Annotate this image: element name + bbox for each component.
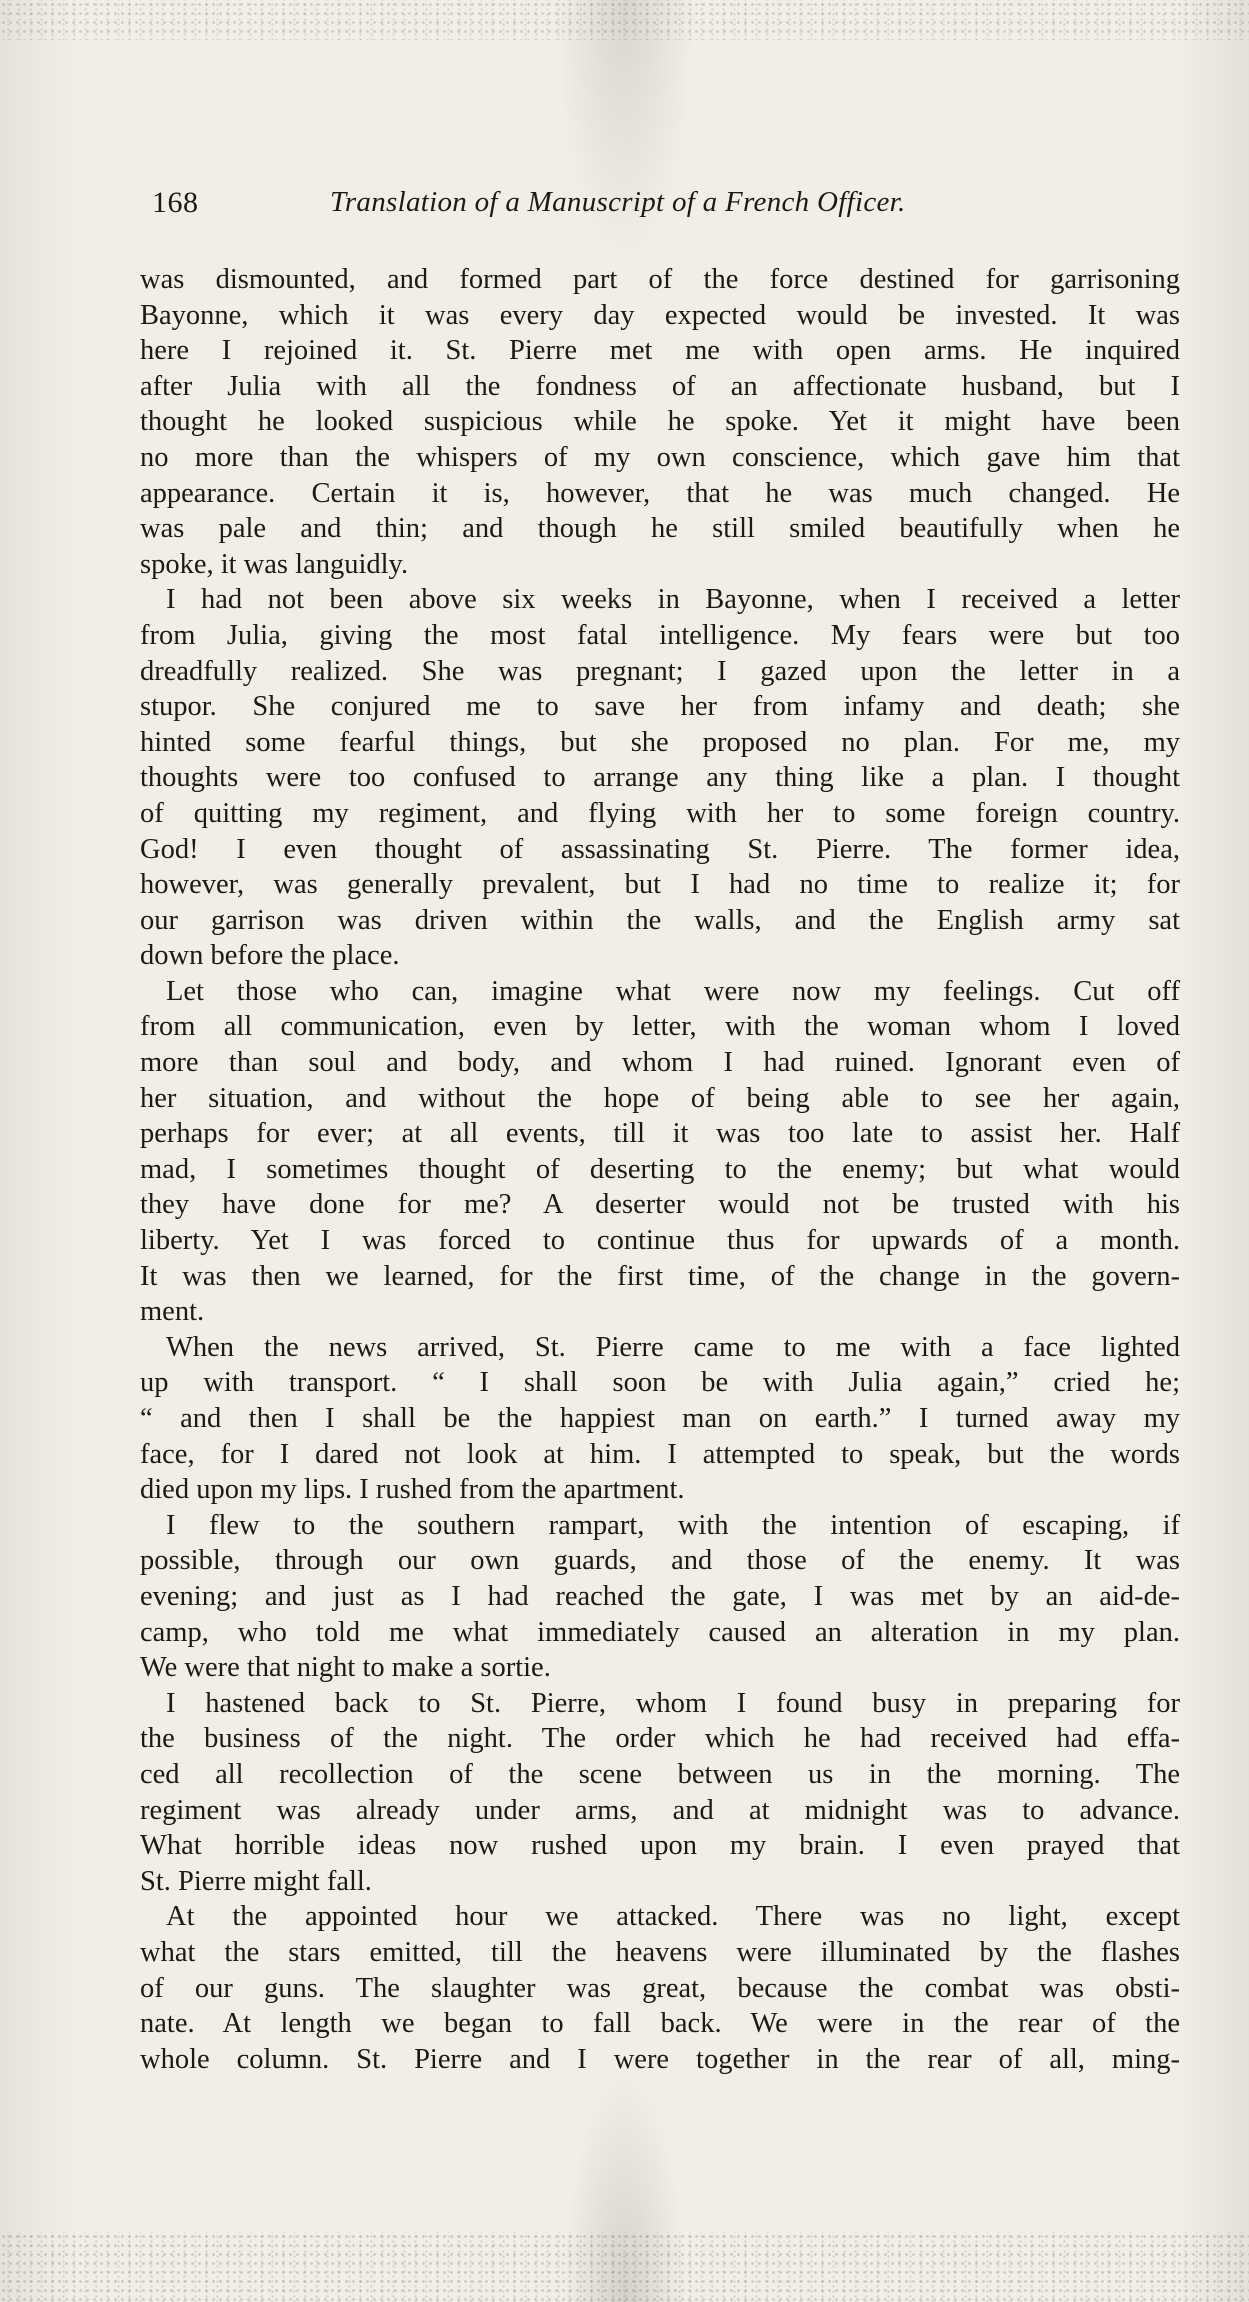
text-line: died upon my lips. I rushed from the apartment. [140, 1474, 685, 1506]
text-line: dreadfully realized. She was pregnant; I gazed upon the letter in a [140, 655, 1180, 687]
text-line: At the appointed hour we attacked. There was no light, except [166, 1901, 1180, 1933]
page-header [150, 186, 1150, 236]
text-line: her situation, and without the hope of being able to see her again, [140, 1082, 1180, 1114]
text-line: face, for I dared not look at him. I attempted to speak, but the words [140, 1438, 1180, 1470]
text-line: more than soul and body, and whom I had ruined. Ignorant even of [140, 1047, 1180, 1079]
text-line: what the stars emitted, till the heavens were illuminated by the flashes [140, 1936, 1180, 1968]
text-line: St. Pierre might fall. [140, 1865, 372, 1897]
text-line: whole column. St. Pierre and I were together in the rear of all, ming- [140, 2043, 1180, 2075]
text-line: of quitting my regiment, and flying with her to some foreign country. [140, 797, 1180, 829]
text-line: When the news arrived, St. Pierre came to me with a face lighted [166, 1331, 1180, 1363]
text-line: evening; and just as I had reached the gate, I was met by an aid-de- [140, 1580, 1180, 1612]
text-line: liberty. Yet I was forced to continue thus for upwards of a month. [140, 1225, 1180, 1257]
text-line: nate. At length we began to fall back. We were in the rear of the [140, 2008, 1180, 2040]
text-line: up with transport. “ I shall soon be with Julia again,” cried he; [140, 1367, 1180, 1399]
text-line: here I rejoined it. St. Pierre met me with open arms. He inquired [140, 335, 1180, 367]
text-line: spoke, it was languidly. [140, 548, 409, 580]
text-line: It was then we learned, for the first time, of the change in the govern- [140, 1260, 1180, 1292]
text-line: our garrison was driven within the walls, and the English army sat [140, 904, 1180, 936]
top-edge-speckle [0, 0, 1249, 40]
text-line: We were that night to make a sortie. [140, 1652, 551, 1684]
body-text [140, 262, 1180, 2077]
text-line: the business of the night. The order which he had received had effa- [140, 1723, 1180, 1755]
text-line: Let those who can, imagine what were now my feelings. Cut off [166, 975, 1180, 1007]
text-line: possible, through our own guards, and those of the enemy. It was [140, 1545, 1180, 1577]
text-line: from all communication, even by letter, with the woman whom I loved [140, 1011, 1180, 1043]
text-line: from Julia, giving the most fatal intelligence. My fears were but too [140, 619, 1180, 651]
text-line: however, was generally prevalent, but I had no time to realize it; for [140, 869, 1180, 901]
text-line: regiment was already under arms, and at midnight was to advance. [140, 1794, 1180, 1826]
text-line: ment. [140, 1296, 205, 1328]
running-title: Translation of a Manuscript of a French Officer. [330, 186, 906, 218]
text-line: thought he looked suspicious while he spoke. Yet it might have been [140, 406, 1180, 438]
text-line: no more than the whispers of my own conscience, which gave him that [140, 441, 1180, 473]
text-line: I hastened back to St. Pierre, whom I found busy in preparing for [166, 1687, 1180, 1719]
text-line: down before the place. [140, 940, 400, 972]
text-line: God! I even thought of assassinating St. Pierre. The former idea, [140, 833, 1180, 865]
text-line: stupor. She conjured me to save her from infamy and death; she [140, 691, 1180, 723]
text-line: hinted some fearful things, but she proposed no plan. For me, my [140, 726, 1180, 758]
text-line: Bayonne, which it was every day expected would be invested. It was [140, 299, 1180, 331]
text-line: What horrible ideas now rushed upon my brain. I even prayed that [140, 1830, 1180, 1862]
text-line: they have done for me? A deserter would not be trusted with his [140, 1189, 1180, 1221]
text-line: was pale and thin; and though he still smiled beautifully when he [140, 513, 1180, 545]
text-line: of our guns. The slaughter was great, because the combat was obsti- [140, 1972, 1180, 2004]
page-number: 168 [152, 186, 199, 219]
text-line: after Julia with all the fondness of an affectionate husband, but I [140, 370, 1180, 402]
text-line: I had not been above six weeks in Bayonne, when I received a letter [166, 584, 1180, 616]
text-line: perhaps for ever; at all events, till it was too late to assist her. Half [140, 1118, 1180, 1150]
text-line: appearance. Certain it is, however, that he was much changed. He [140, 477, 1180, 509]
text-line: was dismounted, and formed part of the force destined for garrisoning [140, 264, 1180, 295]
text-line: “ and then I shall be the happiest man on earth.” I turned away my [140, 1403, 1180, 1434]
text-line: ced all recollection of the scene between us in the morning. The [140, 1758, 1180, 1790]
bottom-edge-speckle [0, 2232, 1249, 2302]
text-line: thoughts were too confused to arrange any thing like a plan. I thought [140, 762, 1180, 794]
text-line: I flew to the southern rampart, with the intention of escaping, if [166, 1509, 1180, 1541]
text-line: camp, who told me what immediately caused an alteration in my plan. [140, 1616, 1180, 1648]
text-line: mad, I sometimes thought of deserting to the enemy; but what would [140, 1153, 1180, 1185]
